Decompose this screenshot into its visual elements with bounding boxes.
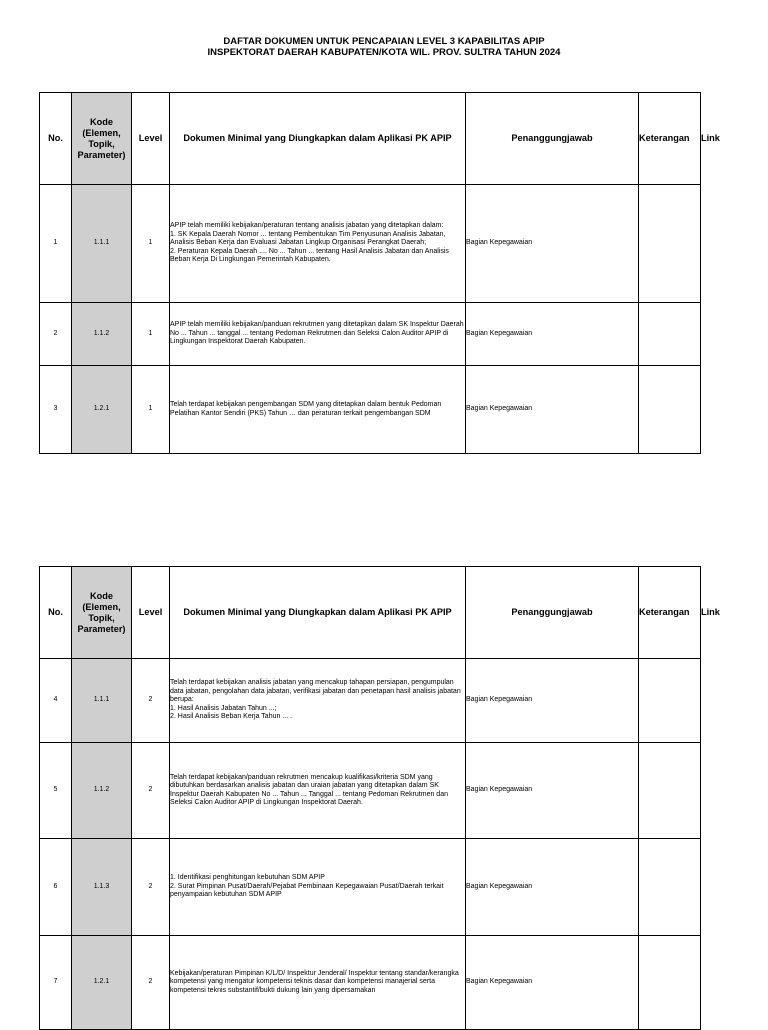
- cell-keterangan: [639, 936, 701, 1030]
- cell-level: 2: [132, 936, 170, 1030]
- table-row: [40, 839, 702, 936]
- cell-no: 7: [40, 936, 72, 1030]
- cell-link: [701, 303, 702, 366]
- cell-dokumen: APIP telah memiliki kebijakan/peraturan tentang analisis jabatan yang ditetapkan dalam: 1. SK Kepala Daerah Nomor ... tentang Pembentukan Tim Penyusunan Analisis Jabatan, Analisis Beban Kerja dan Evaluasi Jabatan Lingkup Organisasi Perangkat Daerah; 2. Peraturan Kepala Daerah .... No ... Tahun ... tentang Hasil Analisis Jabatan dan Analisis Beban Kerja Di Lingkungan Pemerintah Kabupaten.: [170, 185, 466, 303]
- cell-kode: 1.1.3: [72, 839, 132, 936]
- cell-link: [701, 839, 702, 936]
- table-header-row: [40, 567, 702, 659]
- document-table-1: [39, 92, 720, 454]
- cell-penanggungjawab: Bagian Kepegawaian: [466, 185, 639, 303]
- cell-link: [701, 659, 702, 743]
- cell-level: 1: [132, 185, 170, 303]
- cell-keterangan: [639, 366, 701, 454]
- cell-penanggungjawab: Bagian Kepegawaian: [466, 936, 639, 1030]
- cell-keterangan: [639, 743, 701, 839]
- cell-no: 6: [40, 839, 72, 936]
- table-row: [40, 743, 702, 839]
- header-level: Level: [132, 567, 170, 659]
- cell-link: [701, 366, 702, 454]
- header-no: No.: [40, 567, 72, 659]
- cell-dokumen: Telah terdapat kebijakan analisis jabatan yang mencakup tahapan persiapan, pengumpulan data jabatan, pengolahan data jabatan, verifikasi jabatan dan penetapan hasil analisis jabatan berupa: 1. Hasil Analisis Jabatan Tahun ...; 2. Hasil Analisis Beban Kerja Tahun ... .: [170, 659, 466, 743]
- cell-link: [701, 185, 702, 303]
- header-link: Link: [701, 607, 720, 617]
- header-keterangan: Keterangan: [639, 567, 701, 659]
- header-link: Link: [701, 133, 720, 143]
- cell-no: 2: [40, 303, 72, 366]
- cell-kode: 1.1.1: [72, 185, 132, 303]
- cell-link: [701, 743, 702, 839]
- cell-keterangan: [639, 303, 701, 366]
- header-no: No.: [40, 93, 72, 185]
- table-row: [40, 366, 702, 454]
- cell-no: 3: [40, 366, 72, 454]
- cell-keterangan: [639, 839, 701, 936]
- cell-dokumen: 1. Identifikasi penghitungan kebutuhan SDM APIP 2. Surat Pimpinan Pusat/Daerah/Pejabat Pembinaan Kepegawaian Pusat/Daerah terkait penyampaian kebutuhan SDM APIP: [170, 839, 466, 936]
- cell-kode: 1.1.2: [72, 303, 132, 366]
- cell-level: 1: [132, 366, 170, 454]
- cell-penanggungjawab: Bagian Kepegawaian: [466, 303, 639, 366]
- cell-kode: 1.1.1: [72, 659, 132, 743]
- header-penanggungjawab: Penanggungjawab: [466, 93, 639, 185]
- cell-link: [701, 936, 702, 1030]
- header-keterangan: Keterangan: [639, 93, 701, 185]
- cell-dokumen: Telah terdapat kebijakan/panduan rekrutmen mencakup kualifikasi/kriteria SDM yang dibutuhkan berdasarkan analisis jabatan dan uraian jabatan yang ditetapkan dalam SK Inspektur Daerah Kabupaten No ... Tahun ... Tanggal ... tentang Pedoman Rekrutmen dan Seleksi Calon Auditor APIP di Lingkungan Inspektorat Daerah.: [170, 743, 466, 839]
- cell-kode: 1.2.1: [72, 366, 132, 454]
- cell-keterangan: [639, 659, 701, 743]
- table-row: [40, 303, 702, 366]
- cell-level: 2: [132, 743, 170, 839]
- cell-kode: 1.2.1: [72, 936, 132, 1030]
- document-title: [0, 36, 768, 58]
- header-level: Level: [132, 93, 170, 185]
- cell-no: 5: [40, 743, 72, 839]
- table-row: [40, 185, 702, 303]
- cell-kode: 1.1.2: [72, 743, 132, 839]
- cell-penanggungjawab: Bagian Kepegawaian: [466, 743, 639, 839]
- table-row: [40, 936, 702, 1030]
- cell-level: 1: [132, 303, 170, 366]
- cell-penanggungjawab: Bagian Kepegawaian: [466, 366, 639, 454]
- table-row: [40, 659, 702, 743]
- cell-dokumen: APIP telah memiliki kebijakan/panduan rekrutmen yang ditetapkan dalam SK Inspektur Daerah No ... Tahun ... tanggal ... tentang Pedoman Rekrutmen dan Seleksi Calon Auditor APIP di Lingkungan Inspektorat Daerah Kabupaten.: [170, 303, 466, 366]
- cell-level: 2: [132, 659, 170, 743]
- header-dokumen: Dokumen Minimal yang Diungkapkan dalam Aplikasi PK APIP: [170, 567, 466, 659]
- title-line-2: INSPEKTORAT DAERAH KABUPATEN/KOTA WIL. PROV. SULTRA TAHUN 2024: [207, 47, 561, 58]
- document-table-2: [39, 566, 720, 1030]
- cell-no: 4: [40, 659, 72, 743]
- cell-penanggungjawab: Bagian Kepegawaian: [466, 839, 639, 936]
- table-header-row: [40, 93, 702, 185]
- cell-dokumen: Kebijakan/peraturan Pimpinan K/L/D/ Inspektur Jenderal/ Inspektur tentang standar/kerangka kompetensi yang mengatur kompetensi teknis dasar dan kompetensi manajerial serta kompetensi teknis substantif/bukti dukung lain yang dipersamakan: [170, 936, 466, 1030]
- cell-penanggungjawab: Bagian Kepegawaian: [466, 659, 639, 743]
- header-kode: Kode (Elemen, Topik, Parameter): [72, 567, 132, 659]
- cell-no: 1: [40, 185, 72, 303]
- cell-keterangan: [639, 185, 701, 303]
- header-dokumen: Dokumen Minimal yang Diungkapkan dalam Aplikasi PK APIP: [170, 93, 466, 185]
- cell-level: 2: [132, 839, 170, 936]
- title-line-1: DAFTAR DOKUMEN UNTUK PENCAPAIAN LEVEL 3 KAPABILITAS APIP: [223, 36, 545, 47]
- header-kode: Kode (Elemen, Topik, Parameter): [72, 93, 132, 185]
- header-penanggungjawab: Penanggungjawab: [466, 567, 639, 659]
- cell-dokumen: Telah terdapat kebijakan pengembangan SDM yang ditetapkan dalam bentuk Pedoman Pelatihan Kantor Sendiri (PKS) Tahun … dan peraturan terkait pengembangan SDM: [170, 366, 466, 454]
